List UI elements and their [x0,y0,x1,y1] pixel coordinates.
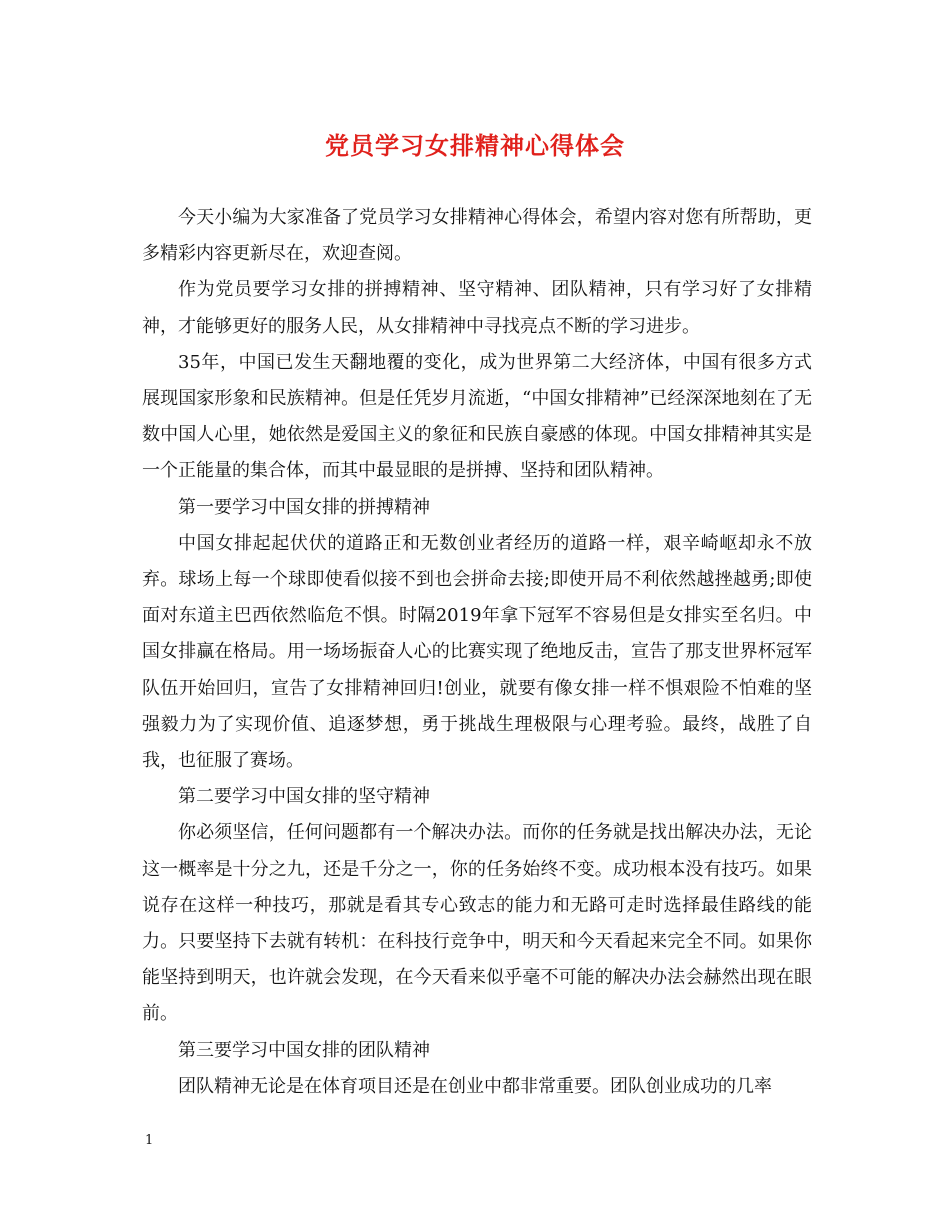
section-heading-fighting-spirit: 第一要学习中国女排的拼搏精神 [178,496,430,518]
paragraph-teamwork: 团队精神无论是在体育项目还是在创业中都非常重要。团队创业成功的几率 [178,1075,772,1097]
paragraph-history: 35年，中国已发生天翻地覆的变化，成为世界第二大经济体，中国有很多方式展现国家形象和民族精神。但是任凭岁月流逝，“中国女排精神”已经深深地刻在了无数中国人心里，她依然是爱国主义的象征和民族自豪感的体现。中国女排精神其实是一个正能量的集合体，而其中最显眼的是拼搏、坚持和团队精神。 [142,351,812,482]
document-title: 党员学习女排精神心得体会 [325,131,625,160]
page-number: 1 [145,1133,154,1148]
paragraph-purpose: 作为党员要学习女排的拼搏精神、坚守精神、团队精神，只有学习好了女排精神，才能够更好的服务人民，从女排精神中寻找亮点不断的学习进步。 [142,279,812,337]
section-heading-teamwork: 第三要学习中国女排的团队精神 [178,1039,430,1061]
section-heading-perseverance: 第二要学习中国女排的坚守精神 [178,786,430,808]
paragraph-fighting-spirit: 中国女排起起伏伏的道路正和无数创业者经历的道路一样，艰辛崎岖却永不放弃。球场上每一个球即使看似接不到也会拼命去接;即使开局不利依然越挫越勇;即使面对东道主巴西依然临危不惧。时隔2019年拿下冠军不容易但是女排实至名归。中国女排赢在格局。用一场场振奋人心的比赛实现了绝地反击，宣告了那支世界杯冠军队伍开始回归，宣告了女排精神回归!创业，就要有像女排一样不惧艰险不怕难的坚强毅力为了实现价值、追逐梦想，勇于挑战生理极限与心理考验。最终，战胜了自我，也征服了赛场。 [142,532,813,772]
paragraph-intro: 今天小编为大家准备了党员学习女排精神心得体会，希望内容对您有所帮助，更多精彩内容更新尽在，欢迎查阅。 [142,207,812,265]
paragraph-perseverance: 你必须坚信，任何问题都有一个解决办法。而你的任务就是找出解决办法，无论这一概率是十分之九，还是千分之一，你的任务始终不变。成功根本没有技巧。如果说存在这样一种技巧，那就是看其专心致志的能力和无路可走时选择最佳路线的能力。只要坚持下去就有转机：在科技行竞争中，明天和今天看起来完全不同。如果你能坚持到明天，也许就会发现，在今天看来似乎毫不可能的解决办法会赫然出现在眼前。 [142,822,812,1025]
document-body [142,200,812,1105]
